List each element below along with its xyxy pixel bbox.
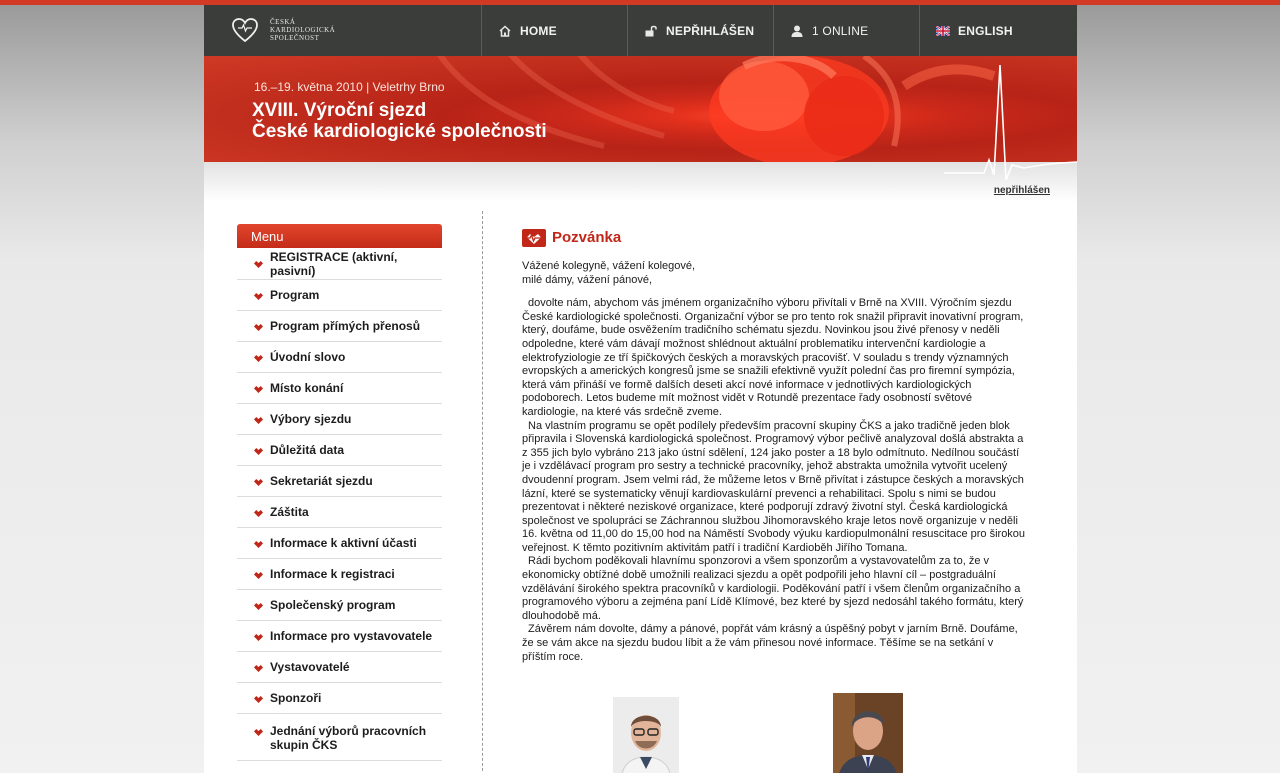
portrait-1-image: [613, 697, 679, 773]
menu-list: [237, 248, 442, 761]
heart-bullet-icon: [253, 258, 264, 269]
heart-bullet-icon: [253, 538, 264, 549]
heart-bullet-icon: [253, 600, 264, 611]
menu-item-label: Sekretariát sjezdu: [270, 474, 373, 488]
menu-item-info-vystavovatele[interactable]: [237, 621, 442, 652]
menu-item-aktivni-ucast[interactable]: [237, 528, 442, 559]
menu-item-label: Úvodní slovo: [270, 350, 346, 364]
greeting-line: Vážené kolegyně, vážení kolegové,: [522, 260, 696, 272]
greeting: [522, 260, 1027, 287]
lock-icon: [644, 24, 658, 38]
menu-item-misto-konani[interactable]: [237, 373, 442, 404]
paragraph: Rádi bychom poděkovali hlavnímu sponzorovi a všem sponzorům a vystavovatelům za to, že v ekonomicky obtížné době umožnili realizaci sjezdu a opět podpořili jeho hlavní cíl – postgraduální vzdělávání širokého spektra pracovníků v kardiologii. Poděkování patří i všem členům organizačního a programového výboru a zejména paní Lídě Klímové, bez které by sjezd nedosáhl takého formátu, který dlouhodobě má.: [522, 555, 1024, 622]
nav-login-status[interactable]: [627, 5, 773, 56]
heart-bullet-icon: [253, 631, 264, 642]
greeting-line: milé dámy, vážení pánové,: [522, 273, 653, 286]
logo-text: [270, 18, 335, 42]
portrait-photo-2: [833, 693, 903, 773]
heart-bullet-icon: [253, 414, 264, 425]
menu-item-label: Vystavovatelé: [270, 660, 350, 674]
nav-online-label: 1 ONLINE: [812, 23, 869, 38]
menu-heading: Menu: [237, 224, 442, 248]
menu-item-label: Důležitá data: [270, 443, 345, 457]
menu-item-sekretariat[interactable]: [237, 466, 442, 497]
menu-item-label: Společenský program: [270, 598, 396, 612]
paragraph: dovolte nám, abychom vás jménem organizačního výboru přivítali v Brně na XVIII. Výročním sjezdu České kardiologické společnosti. Organizační výbor se pro tento rok snažil připravit inovativní program, který, doufáme, bude osvěžením tradičního schématu sjezdu. Novinkou jsou živé přenosy v neděli odpoledne, které vám dávají možnost shlédnout aktuální problematiku intervenční kardiologie a elektrofyziologie ze tří špičkových českých a moravských pracovišť. V souladu s trendy významných evropských a amerických kongresů jsme se snažili efektivně využít polední čas pro firemní sympózia, která vám přináší ve formě dalších deseti akcí nové informace v jednotlivých kardiologických podoborech. Letos budeme mít možnost vidět v Rotundě prezentace řady osobností světové kardiologie, na které vás srdečně zveme.: [522, 297, 1024, 418]
event-title-line1: XVIII. Výroční sjezd: [252, 100, 427, 121]
menu-item-label: Záštita: [270, 505, 309, 519]
nav-online-users[interactable]: [773, 5, 919, 56]
sidebar-menu: [237, 224, 442, 761]
menu-item-dulezita-data[interactable]: [237, 435, 442, 466]
menu-item-uvodni-slovo[interactable]: [237, 342, 442, 373]
heart-bullet-icon: [253, 507, 264, 518]
menu-item-label: Informace k registraci: [270, 567, 395, 581]
heart-bullet-icon: [253, 726, 264, 737]
nav-login-label: NEPŘIHLÁŠEN: [666, 23, 755, 38]
portrait-photo-1: [613, 697, 679, 773]
menu-item-program[interactable]: [237, 280, 442, 311]
menu-item-label: Informace k aktivní účasti: [270, 536, 417, 550]
home-icon: [498, 24, 512, 38]
menu-item-program-prenosu[interactable]: [237, 311, 442, 342]
column-divider: [482, 211, 483, 773]
menu-item-label: Informace pro vystavovatele: [270, 629, 433, 643]
heart-bullet-icon: [253, 352, 264, 363]
menu-item-registrace[interactable]: [237, 248, 442, 280]
login-status-link[interactable]: nepřihlášen: [993, 185, 1050, 196]
menu-item-jednani-vyboru[interactable]: [237, 714, 442, 761]
menu-item-label: Program: [270, 288, 320, 302]
user-icon: [790, 24, 804, 38]
menu-item-label: Program přímých přenosů: [270, 319, 421, 333]
logo[interactable]: [204, 5, 480, 56]
heart-bullet-icon: [253, 445, 264, 456]
main-content: [522, 229, 1027, 664]
paragraph: Na vlastním programu se opět podílely především pracovní skupiny ČKS a jako tradičně jeden blok připravila i Slovenská kardiologická společnost. Programový výbor pečlivě analyzoval došlá abstrakta a z 355 jich bylo vybráno 213 jako ústní sdělení, 124 jako poster a 18 bylo odmítnuto. Nedílnou součástí je i vzdělávací program pro sestry a technické pracovníky, jehož abstrakta umožnila vytvořit ucelený dvoudenní program. Jsem velmi rád, že můžeme letos v Brně přivítat i zástupce českých a moravských lázní, které se systematicky věnují kardiovaskulární prevenci a rehabilitaci. Spolu s nimi se budou prezentovat i některé neziskové organizace, které podporují zdravý životní styl. Česká kardiologická společnost ve spolupráci se Záchrannou službou Jihomoravského kraje letos nově organizuje v neděli 16. května od 11,00 do 15,00 hod na Náměstí Svobody výuku kardiopulmonální resuscitace pro širokou veřejnost. K těmto pozitivním aktivitám patří i tradiční Kardioběh Jiřího Tomana.: [522, 419, 1026, 554]
paragraph: Závěrem nám dovolte, dámy a pánové, popřát vám krásný a úspěšný pobyt v jarním Brně. Doufáme, že se vám akce na sjezdu budou líbit a že vám přinesou nové informace. Těšíme se na setkání v příštím roce.: [522, 623, 1018, 663]
content-heading: [522, 229, 1027, 247]
logo-text-line: ČESKÁ: [270, 18, 296, 26]
heart-bullet-icon: [253, 662, 264, 673]
uk-flag-icon: [936, 26, 950, 36]
logo-text-line: SPOLEČNOST: [270, 34, 320, 42]
menu-item-label: Jednání výborů pracovních skupin ČKS: [270, 724, 427, 752]
menu-item-label: Výbory sjezdu: [270, 412, 352, 426]
heart-bullet-icon: [253, 383, 264, 394]
invitation-text: [522, 297, 1027, 664]
nav-home-label: HOME: [520, 23, 557, 38]
heart-bullet-icon: [253, 321, 264, 332]
page: [204, 5, 1077, 773]
menu-item-spolecensky-program[interactable]: [237, 590, 442, 621]
menu-item-zastita[interactable]: [237, 497, 442, 528]
menu-item-vybory-sjezdu[interactable]: [237, 404, 442, 435]
ecg-line-icon: [944, 65, 1077, 185]
heart-bullet-icon: [253, 693, 264, 704]
menu-item-label: Sponzoři: [270, 691, 322, 705]
event-title-line2: České kardiologické společnosti: [252, 121, 547, 142]
menu-item-registrace-info[interactable]: [237, 559, 442, 590]
event-date: 16.–19. května 2010 | Veletrhy Brno: [254, 80, 445, 94]
menu-item-vystavovatele[interactable]: [237, 652, 442, 683]
heart-bullet-icon: [253, 290, 264, 301]
portrait-2-image: [833, 693, 903, 773]
nav-english[interactable]: [919, 5, 1077, 56]
nav-english-label: ENGLISH: [958, 23, 1013, 38]
event-title: [252, 100, 547, 142]
heart-bullet-icon: [253, 569, 264, 580]
menu-item-label: Místo konání: [270, 381, 344, 395]
invitation-icon: [522, 229, 546, 247]
menu-item-label: REGISTRACE (aktivní, pasivní): [270, 249, 398, 278]
content-heading-text: Pozvánka: [552, 229, 622, 247]
top-navigation: [204, 5, 1077, 57]
logo-text-line: KARDIOLOGICKÁ: [270, 26, 336, 34]
menu-item-sponzori[interactable]: [237, 683, 442, 714]
heart-logo-icon: [230, 16, 260, 44]
nav-home[interactable]: [481, 5, 627, 56]
heart-bullet-icon: [253, 476, 264, 487]
